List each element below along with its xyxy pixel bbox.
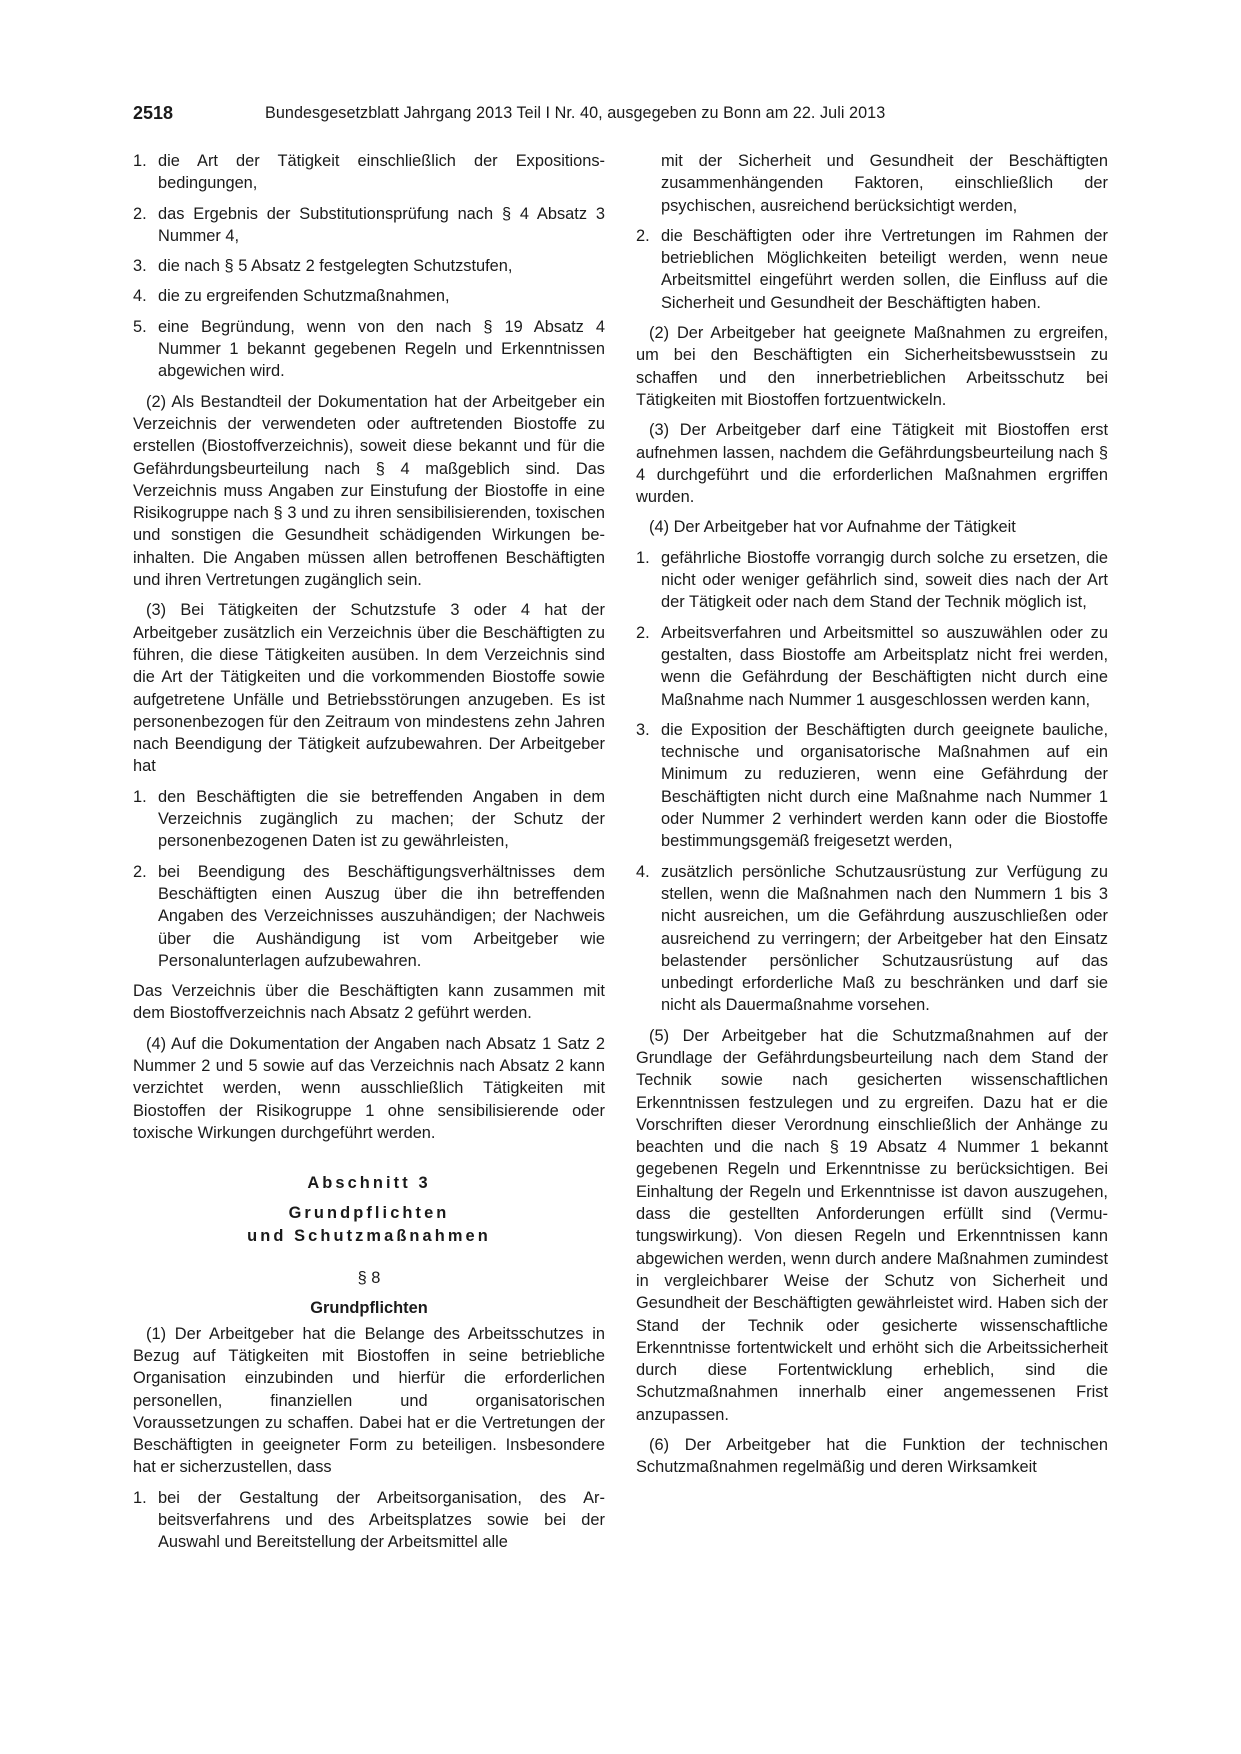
item-number: 2. [133,204,147,223]
paragraph-symbol: § 8 [357,1269,381,1288]
item-number: 1. [133,152,147,170]
item-text: mit der Sicherheit und Gesundheit der Beschäftigten zusammenhängenden Faktoren, einschließlich der psychischen, ausreichend berücksichtigt werden, [661,152,1108,215]
item-text: die Beschäftigten oder ihre Vertretungen im Rahmen der betrieblichen Möglichkeiten beteiligt werden, wenn neue Arbeitsmittel eingeführt werden sollen, die Einfluss auf die Sicherheit und Gesundheit der Beschäftigten haben. [661,226,1108,312]
item-number: 5. [133,317,147,336]
paragraph: (2) Der Arbeitgeber hat geeignete Maßnahmen zu ergreifen, um bei den Beschäftigten ein Sicherheitsbewusstsein zu schaffen und den innerbetrieblichen Arbeitsschutz bei Tätigkeiten mit Biostoffen fortzuentwickeln. [636,324,1108,409]
item-text: Arbeitsverfahren und Arbeitsmittel so auszuwählen oder zu gestalten, dass Biostoffe am Arbeitsplatz nicht frei werden, wenn die Gefährdung der Beschäftigten nicht durch eine Maßnahme nach Nummer 1 ausgeschlossen werden kann, [661,623,1108,709]
item-text: das Ergebnis der Substitutionsprüfung nach § 4 Absatz 3 Nummer 4, [158,204,605,245]
list-item [133,285,605,307]
item-text: bei Beendigung des Beschäftigungsverhältnisses dem Beschäftigten einen Auszug über die ihn betreffenden Angaben des Verzeichnisses auszuhändigen; der Nachweis über die Aushändigung ist vom Arbeitgeber wie Personalunterlagen aufzubewahren. [158,862,605,970]
item-number: 1. [636,548,650,567]
journal-line: Bundesgesetzblatt Jahrgang 2013 Teil I Nr. 40, ausgegeben zu Bonn am 22. Juli 2013 [265,104,886,122]
item-text: die Exposition der Beschäftigten durch geeignete bauliche, technische und organisatorische Maßnahmen auf ein Minimum zu reduzieren, wenn eine Gefährdung der Beschäftigten nicht durch eine Maßnahme nach Nummer 1 oder Nummer 2 verhindert werden kann oder die Biostoffe bestimmungsgemäß freigesetzt werden, [661,720,1108,851]
item-text: eine Begründung, wenn von den nach § 19 Absatz 4 Nummer 1 bekannt gegebenen Regeln und Erkenntnissen abgewichen wird. [158,317,605,381]
paragraph: (3) Der Arbeitgeber darf eine Tätigkeit mit Biostoffen erst aufnehmen lassen, nachdem die Gefährdungsbeurteilung nach § 4 durchgeführt und die erforderlichen Maßnahmen ergriffen wurden. [636,421,1108,507]
item-text: bei der Gestaltung der Arbeitsorganisation, des Arbeitsverfahrens und des Arbeitsplatzes sowie bei der Auswahl und Bereitstellung der Arbeitsmittel alle [158,1488,605,1552]
numbered-list [133,786,605,972]
item-number: 2. [636,226,650,245]
list-item [636,225,1108,314]
paragraph-title: Grundpflichten [310,1299,428,1318]
item-number: 4. [133,287,147,306]
paragraph: (2) Als Bestandteil der Dokumentation hat der Arbeitgeber ein Verzeichnis der verwendeten oder auftretenden Biostoffe zu erstellen (Biostoffverzeichnis), soweit diese bekannt und für die Gefährdungsbeurteilung nach § 4 maßgeblich sind. Das Verzeichnis muss Angaben zur Einstufung der Biostoffe in eine Risikogruppe nach § 3 und zu ihren sensibilisierenden, toxischen und sonstigen die Gesundheit schädigenden Wirkungen beinhalten. Die Angaben müssen allen betroffenen Beschäftigten und ihren Vertretungen zugänglich sein. [133,392,605,590]
paragraph: (3) Bei Tätigkeiten der Schutzstufe 3 oder 4 hat der Arbeitgeber zusätzlich ein Verzeichnis über die Beschäftigten zu führen, die diese Tätigkeiten ausüben. In dem Verzeichnis sind die Art der Tätigkeiten und die vorkommenden Biostoffe sowie aufgetretene Unfälle und Betriebsstörungen anzugeben. Es ist personenbezogen für den Zeitraum von mindestens zehn Jahren nach Beendigung der Tätigkeit aufzubewahren. Der Arbeitgeber hat [133,601,605,776]
list-item [636,622,1108,711]
item-text: die nach § 5 Absatz 2 festgelegten Schutzstufen, [158,257,513,276]
list-item [133,203,605,248]
list-item [133,255,605,277]
item-text: den Beschäftigten die sie betreffenden Angaben in dem Verzeichnis zugänglich zu machen; der Schutz der personenbezogenen Daten ist zu gewährleisten, [158,787,605,851]
item-text: die zu ergreifenden Schutzmaßnahmen, [158,287,450,306]
section-title: Grundpflichten [288,1204,450,1223]
list-item-continuation [636,150,1108,217]
paragraph: (4) Auf die Dokumentation der Angaben nach Absatz 1 Satz 2 Nummer 2 und 5 sowie auf das Verzeichnis nach Absatz 2 kann verzichtet werden, wenn ausschließlich Tätigkeiten mit Biostoffen der Risikogruppe 1 ohne sensibilisierende oder toxische Wirkungen durchgeführt werden. [133,1034,605,1142]
numbered-list [133,150,605,383]
paragraph: Das Verzeichnis über die Beschäftigten kann zusammen mit dem Biostoffverzeichnis nach Absatz 2 geführt werden. [133,982,605,1023]
page-number: 2518 [133,103,174,123]
right-column [636,150,1108,1487]
list-item [133,861,605,972]
list-item [636,861,1108,1017]
list-item [133,150,605,195]
page-header [133,103,1108,127]
list-item [133,1487,605,1554]
paragraph: (1) Der Arbeitgeber hat die Belange des Arbeitsschutzes in Bezug auf Tätigkeiten mit Biostoffen in seine betriebliche Organisation einzubinden und hierfür die erforderlichen personellen, finanziellen und organisatorischen Voraussetzungen zu schaffen. Dabei hat er die Vertretungen der Beschäftigten in geeigneter Form zu beteiligen. Insbesondere hat er sicherzustellen, dass [133,1324,605,1477]
item-number: 2. [636,623,650,642]
section-label: Abschnitt 3 [307,1174,431,1193]
section-title: und Schutzmaßnahmen [247,1226,491,1245]
list-item [133,786,605,853]
item-number: 1. [133,787,147,806]
paragraph: (5) Der Arbeitgeber hat die Schutzmaßnahmen auf der Grundlage der Gefährdungsbeurteilung nach dem Stand der Technik sowie nach gesicherten wissenschaftlichen Erkenntnissen festzulegen und zu ergreifen. Dazu hat er die Vorschriften dieser Verordnung einschließlich der Anhänge zu beachten und die nach § 19 Absatz 4 Nummer 1 bekannt gegebenen Regeln und Erkenntnisse zu berücksichtigen. Bei Einhaltung der Regeln und Erkenntnisse ist davon auszugehen, dass die gestellten Anforderungen erfüllt sind (Vermutungswirkung). Von diesen Regeln und Erkenntnissen kann abgewichen werden, wenn durch andere Maßnahmen zumindest in vergleichbarer Weise der Schutz von Sicherheit und Gesundheit der Beschäftigten gewährleistet wird. Haben sich der Stand der Technik oder gesicherte wissenschaftliche Erkenntnisse fortentwickelt und erhöht sich die Arbeitssicherheit durch diese Fortentwicklung erheblich, sind die Schutzmaßnahmen innerhalb einer angemessenen Frist anzupassen. [636,1026,1108,1424]
item-number: 3. [133,257,147,276]
item-number: 1. [133,1488,147,1507]
numbered-list [636,547,1108,1017]
paragraph: (4) Der Arbeitgeber hat vor Aufnahme der Tätigkeit [649,518,1016,537]
paragraph: (6) Der Arbeitgeber hat die Funktion der technischen Schutzmaßnahmen regelmäßig und deren Wirksamkeit [636,1436,1108,1477]
left-column [133,150,605,1562]
item-text: zusätzlich persönliche Schutzausrüstung zur Verfügung zu stellen, wenn die Maßnahmen nach den Nummern 1 bis 3 nicht ausreichen, um die Gefährdung auszuschließen oder ausreichend zu verringern; der Arbeitgeber hat den Einsatz belastender persönlicher Schutzausrüstung auf das unbedingt erforderliche Maß zu beschränken und darf sie nicht als Dauermaßnahme vorsehen. [661,862,1108,1015]
item-text: gefährliche Biostoffe vorrangig durch solche zu ersetzen, die nicht oder weniger gefährlich sind, soweit dies nach der Art der Tätigkeit oder nach dem Stand der Technik möglich ist, [661,548,1108,612]
item-text: die Art der Tätigkeit einschließlich der Expositionsbedingungen, [158,152,605,193]
list-item [133,316,605,383]
list-item [636,547,1108,614]
item-number: 3. [636,720,650,739]
item-number: 4. [636,862,650,881]
item-number: 2. [133,862,147,881]
list-item [636,719,1108,853]
